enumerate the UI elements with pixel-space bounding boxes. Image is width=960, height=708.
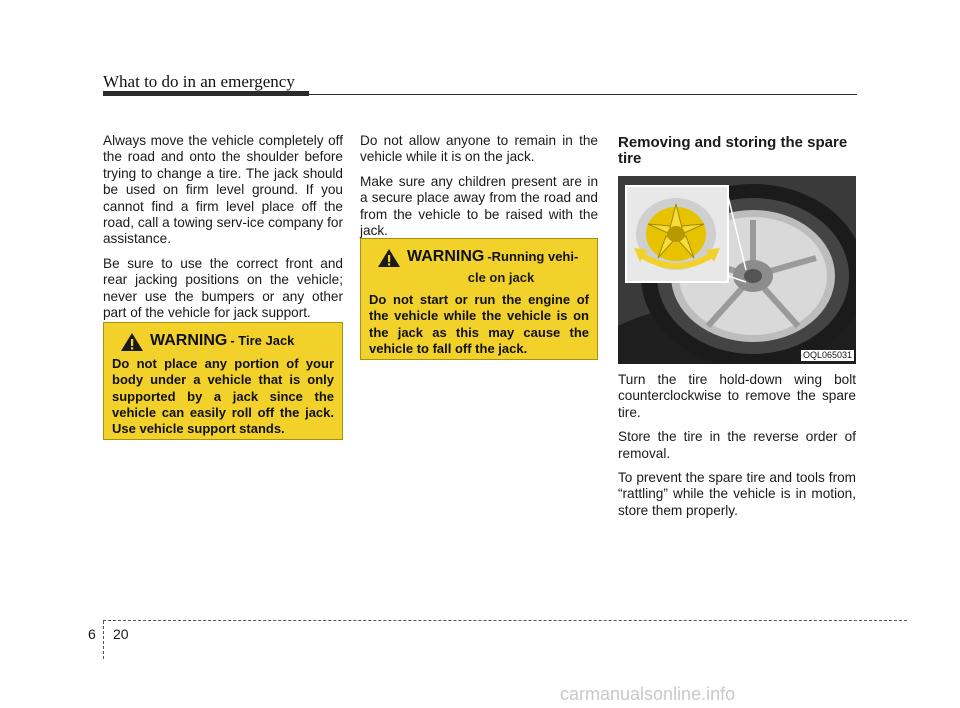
warning-triangle-icon <box>120 332 144 352</box>
paragraph: Do not allow anyone to remain in the vehicle while it is on the jack. <box>360 133 598 165</box>
column-3-body <box>618 372 856 527</box>
paragraph: To prevent the spare tire and tools from “rattling” while the vehicle is in motion, store them properly. <box>618 470 856 518</box>
paragraph: Make sure any children present are in a secure place away from the road and from the vehicle to be raised with the jack. <box>360 173 598 239</box>
paragraph: Store the tire in the reverse order of removal. <box>618 429 856 461</box>
section-heading: Removing and storing the spare tire <box>618 134 848 167</box>
warning-subtitle: - Tire Jack <box>230 333 295 348</box>
watermark: carmanualsonline.info <box>560 684 736 704</box>
figure-code-label: OQL065031 <box>802 350 852 360</box>
warning-triangle-icon <box>377 248 401 268</box>
warning-header <box>112 331 334 352</box>
column-3-heading <box>618 135 856 177</box>
spare-tire-illustration <box>618 176 856 364</box>
column-1 <box>103 133 343 329</box>
header-rule <box>309 94 857 95</box>
warning-body: Do not start or run the engine of the vehicle while the vehicle is on the jack as this may cause the vehicle to fall off the jack. <box>369 292 589 356</box>
warning-word: WARNING <box>407 248 485 265</box>
warning-word: WARNING <box>150 332 228 349</box>
warning-box-running-vehicle <box>360 238 598 360</box>
footer-divider <box>103 621 104 659</box>
paragraph: Always move the vehicle completely off the road and onto the shoulder before trying to change a tire. The jack should be used on firm level ground. If you cannot find a firm level place off the road, call a towing serv-ice company for assistance. <box>103 133 343 247</box>
running-header: What to do in an emergency <box>103 72 295 91</box>
warning-body: Do not place any portion of your body under a vehicle that is only supported by a jack since the vehicle can easily roll off the jack. Use vehicle support stands. <box>112 356 334 437</box>
column-2 <box>360 133 598 247</box>
chapter-number: 6 <box>88 626 96 642</box>
paragraph: Turn the tire hold-down wing bolt counterclockwise to remove the spare tire. <box>618 372 856 420</box>
page-number: 20 <box>113 626 129 642</box>
paragraph: Be sure to use the correct front and rear jacking positions on the vehicle; never use the bumpers or any other part of the vehicle for jack support. <box>103 255 343 321</box>
footer-rule <box>103 620 907 621</box>
warning-subtitle: -Running vehi- <box>487 249 579 264</box>
warning-box-tire-jack <box>103 322 343 440</box>
spare-tire-figure <box>618 176 856 364</box>
warning-header <box>369 247 589 268</box>
warning-subtitle-continued: cle on jack <box>467 270 535 285</box>
header-bar <box>103 91 309 96</box>
